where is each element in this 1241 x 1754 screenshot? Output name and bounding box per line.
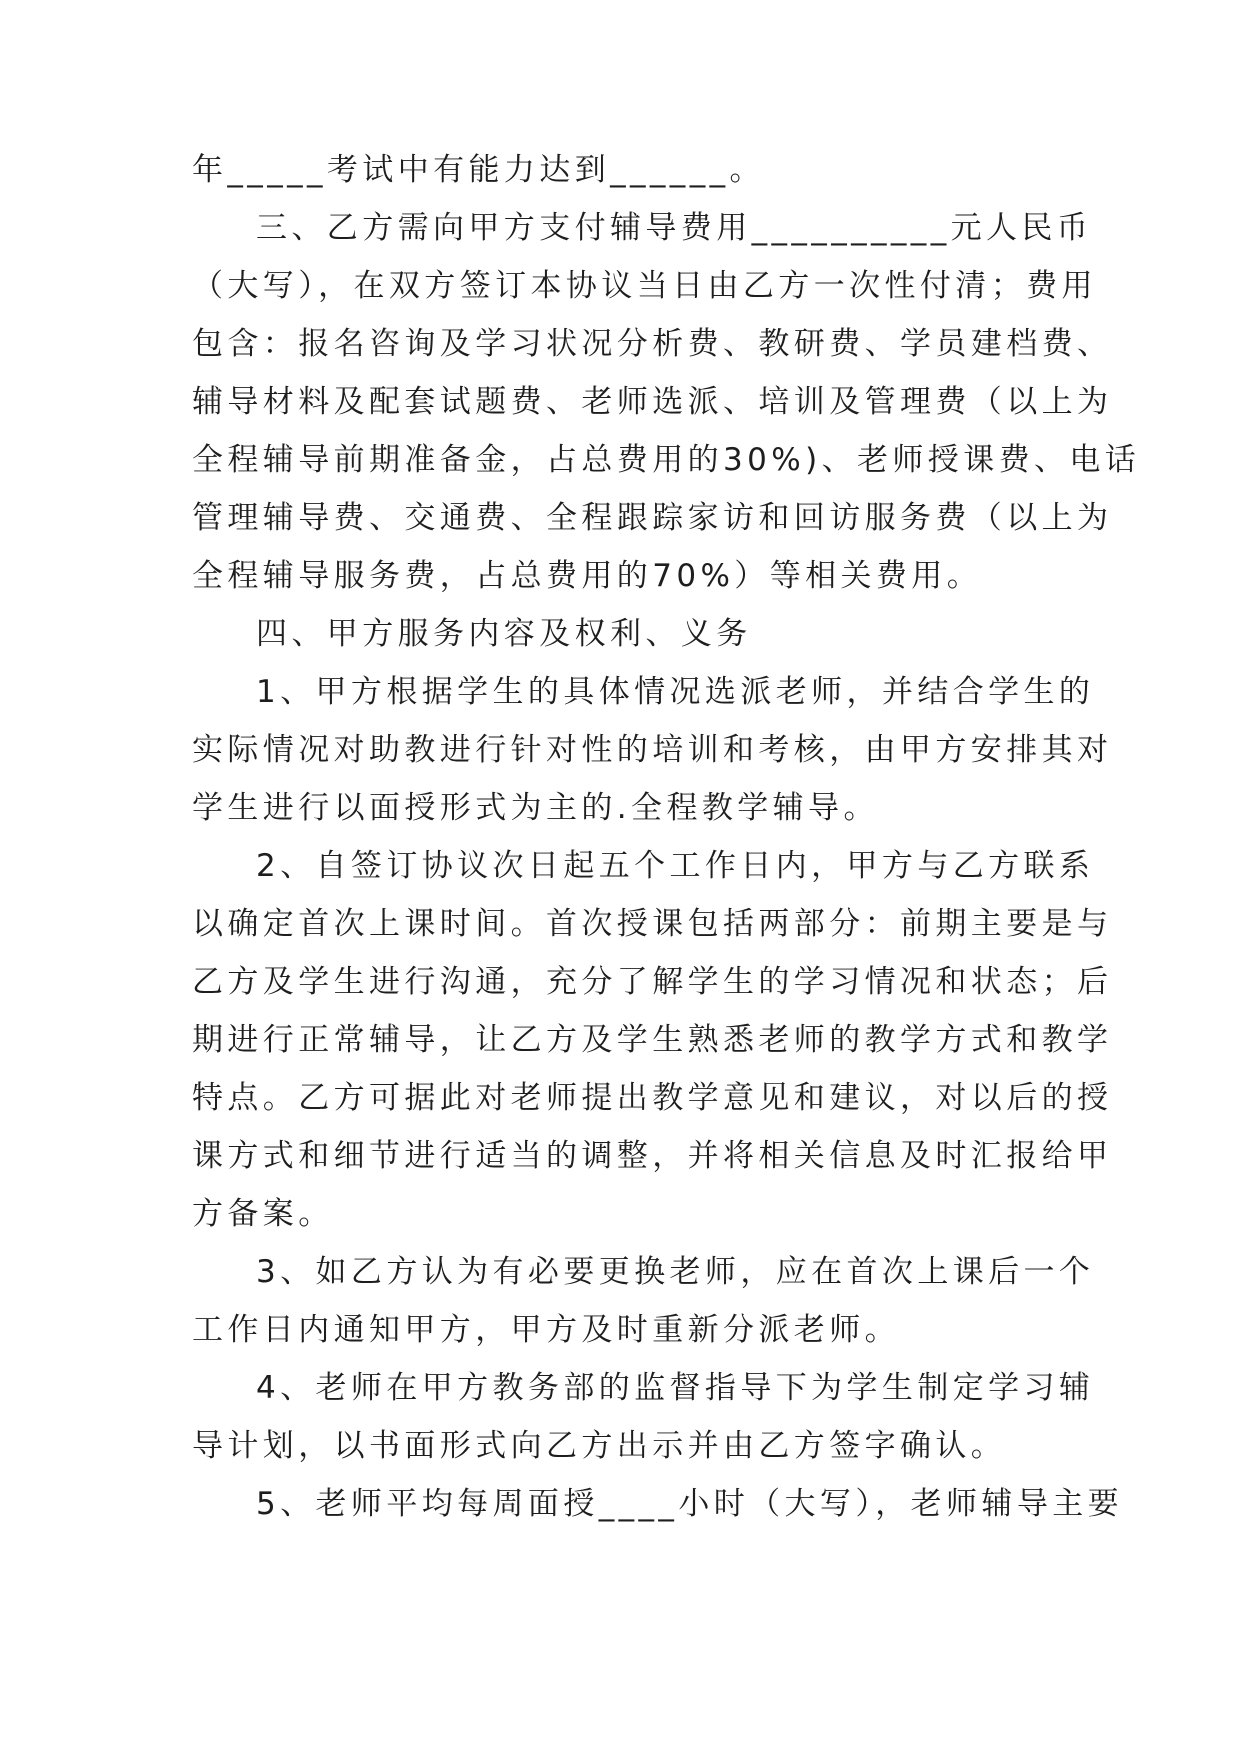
- text-line: 辅导材料及配套试题费、老师选派、培训及管理费（以上为: [192, 384, 1113, 420]
- section-heading: 四、甲方服务内容及权利、义务: [256, 616, 752, 652]
- text-line: 实际情况对助教进行针对性的培训和考核，由甲方安排其对: [192, 732, 1113, 768]
- text-line: 工作日内通知甲方，甲方及时重新分派老师。: [192, 1312, 900, 1348]
- text-line: 全程辅导服务费，占总费用的70%）等相关费用。: [192, 558, 983, 594]
- text-line: 包含：报名咨询及学习状况分析费、教研费、学员建档费、: [192, 326, 1113, 362]
- text-line: 三、乙方需向甲方支付辅导费用__________元人民币: [256, 210, 1093, 246]
- text-line: 年_____考试中有能力达到______。: [192, 152, 765, 188]
- text-line: 管理辅导费、交通费、全程跟踪家访和回访服务费（以上为: [192, 500, 1113, 536]
- text-line: 乙方及学生进行沟通，充分了解学生的学习情况和状态；后: [192, 964, 1113, 1000]
- text-line: 4、老师在甲方教务部的监督指导下为学生制定学习辅: [256, 1370, 1095, 1406]
- text-line: 期进行正常辅导，让乙方及学生熟悉老师的教学方式和教学: [192, 1022, 1113, 1058]
- text-line: 1、甲方根据学生的具体情况选派老师，并结合学生的: [256, 674, 1095, 710]
- text-line: 课方式和细节进行适当的调整，并将相关信息及时汇报给甲: [192, 1138, 1113, 1174]
- text-line: 2、自签订协议次日起五个工作日内，甲方与乙方联系: [256, 848, 1095, 884]
- text-line: 学生进行以面授形式为主的.全程教学辅导。: [192, 790, 879, 826]
- text-line: 以确定首次上课时间。首次授课包括两部分：前期主要是与: [192, 906, 1113, 942]
- text-line: 5、老师平均每周面授____小时（大写），老师辅导主要: [256, 1486, 1124, 1522]
- text-line: 特点。乙方可据此对老师提出教学意见和建议，对以后的授: [192, 1080, 1113, 1116]
- text-line: 方备案。: [192, 1196, 334, 1232]
- text-line: 3、如乙方认为有必要更换老师，应在首次上课后一个: [256, 1254, 1095, 1290]
- text-line: 全程辅导前期准备金，占总费用的30%)、老师授课费、电话: [192, 442, 1141, 478]
- text-line: 导计划，以书面形式向乙方出示并由乙方签字确认。: [192, 1428, 1007, 1464]
- text-line: （大写），在双方签订本协议当日由乙方一次性付清；费用: [192, 268, 1097, 304]
